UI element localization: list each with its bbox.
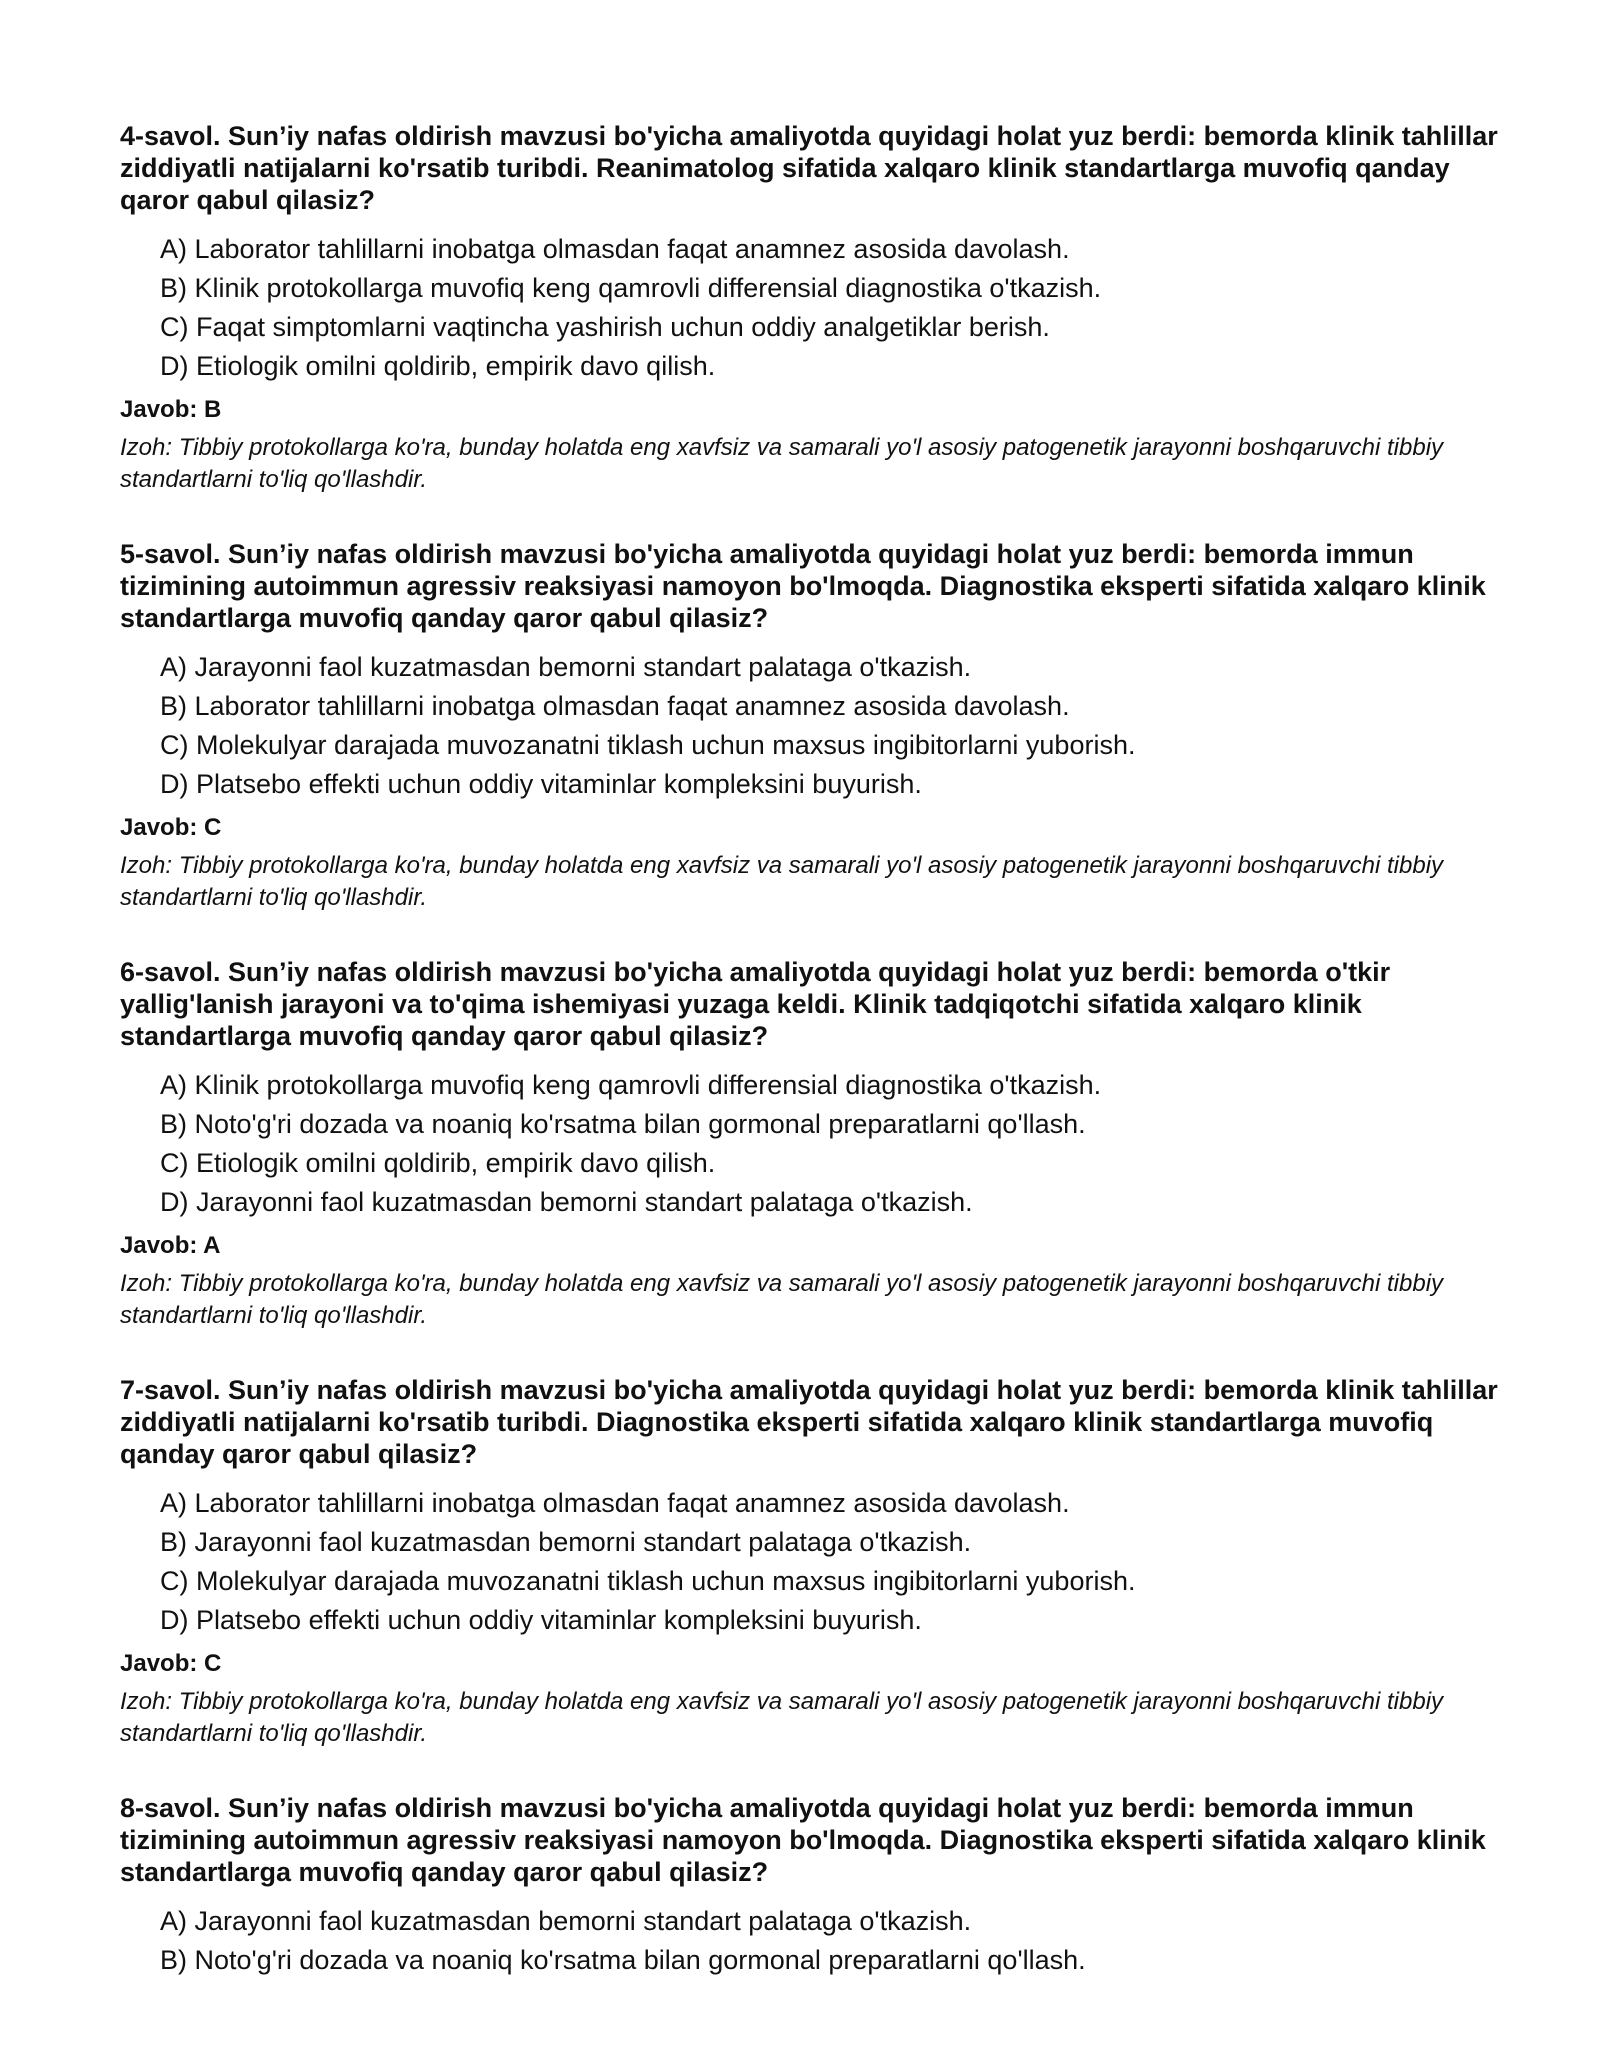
option-c: C) Faqat simptomlarni vaqtincha yashirish uchun oddiy analgetiklar berish. xyxy=(160,312,1050,342)
question-block xyxy=(120,538,1500,914)
question-block xyxy=(120,956,1500,1332)
explanation-note: Izoh: Tibbiy protokollarga ko'ra, bunday holatda eng xavfsiz va samarali yo'l asosiy patogenetik jarayonni boshqaruvchi tibbiy standartlarni to'liq qo'llashdir. xyxy=(120,1688,1444,1747)
option-b: B) Laborator tahlillarni inobatga olmasdan faqat anamnez asosida davolash. xyxy=(160,691,1070,721)
answer-label: Javob: A xyxy=(120,1232,221,1259)
question-block xyxy=(120,1374,1500,1750)
answer-label: Javob: B xyxy=(120,396,222,423)
question-text: 7-savol. Sun’iy nafas oldirish mavzusi bo'yicha amaliyotda quyidagi holat yuz berdi: bemorda klinik tahlillar ziddiyatli natijalarni ko'rsatib turibdi. Diagnostika eksperti sifatida xalqaro klinik standartlarga muvofiq qanday qaror qabul qilasiz? xyxy=(120,1375,1498,1469)
options-list xyxy=(120,1902,1500,1980)
option-b: B) Jarayonni faol kuzatmasdan bemorni standart palataga o'tkazish. xyxy=(160,1527,972,1557)
explanation-note: Izoh: Tibbiy protokollarga ko'ra, bunday holatda eng xavfsiz va samarali yo'l asosiy patogenetik jarayonni boshqaruvchi tibbiy standartlarni to'liq qo'llashdir. xyxy=(120,1270,1444,1329)
document-page xyxy=(120,120,1500,2022)
question-text: 6-savol. Sun’iy nafas oldirish mavzusi bo'yicha amaliyotda quyidagi holat yuz berdi: bemorda o'tkir yallig'lanish jarayoni va to'qima ishemiyasi yuzaga keldi. Klinik tadqiqotchi sifatida xalqaro klinik standartlarga muvofiq qanday qaror qabul qilasiz? xyxy=(120,957,1391,1051)
option-c: C) Molekulyar darajada muvozanatni tiklash uchun maxsus ingibitorlarni yuborish. xyxy=(160,730,1136,760)
option-b: B) Noto'g'ri dozada va noaniq ko'rsatma bilan gormonal preparatlarni qo'llash. xyxy=(160,1945,1086,1975)
question-text: 8-savol. Sun’iy nafas oldirish mavzusi bo'yicha amaliyotda quyidagi holat yuz berdi: bemorda immun tizimining autoimmun agressiv reaksiyasi namoyon bo'lmoqda. Diagnostika eksperti sifatida xalqaro klinik standartlarga muvofiq qanday qaror qabul qilasiz? xyxy=(120,1793,1486,1887)
option-b: B) Noto'g'ri dozada va noaniq ko'rsatma bilan gormonal preparatlarni qo'llash. xyxy=(160,1109,1086,1139)
answer-label: Javob: C xyxy=(120,814,222,841)
question-text: 4-savol. Sun’iy nafas oldirish mavzusi bo'yicha amaliyotda quyidagi holat yuz berdi: bemorda klinik tahlillar ziddiyatli natijalarni ko'rsatib turibdi. Reanimatolog sifatida xalqaro klinik standartlarga muvofiq qanday qaror qabul qilasiz? xyxy=(120,121,1498,215)
option-a: A) Klinik protokollarga muvofiq keng qamrovli differensial diagnostika o'tkazish. xyxy=(160,1070,1102,1100)
question-block xyxy=(120,1792,1500,1980)
option-c: C) Molekulyar darajada muvozanatni tiklash uchun maxsus ingibitorlarni yuborish. xyxy=(160,1566,1136,1596)
option-a: A) Laborator tahlillarni inobatga olmasdan faqat anamnez asosida davolash. xyxy=(160,1488,1070,1518)
option-d: D) Jarayonni faol kuzatmasdan bemorni standart palataga o'tkazish. xyxy=(160,1187,973,1217)
options-list xyxy=(120,1484,1500,1640)
option-d: D) Platsebo effekti uchun oddiy vitaminlar kompleksini buyurish. xyxy=(160,1605,922,1635)
option-a: A) Jarayonni faol kuzatmasdan bemorni standart palataga o'tkazish. xyxy=(160,1906,972,1936)
question-block xyxy=(120,120,1500,496)
option-a: A) Jarayonni faol kuzatmasdan bemorni standart palataga o'tkazish. xyxy=(160,652,972,682)
explanation-note: Izoh: Tibbiy protokollarga ko'ra, bunday holatda eng xavfsiz va samarali yo'l asosiy patogenetik jarayonni boshqaruvchi tibbiy standartlarni to'liq qo'llashdir. xyxy=(120,434,1444,493)
question-text: 5-savol. Sun’iy nafas oldirish mavzusi bo'yicha amaliyotda quyidagi holat yuz berdi: bemorda immun tizimining autoimmun agressiv reaksiyasi namoyon bo'lmoqda. Diagnostika eksperti sifatida xalqaro klinik standartlarga muvofiq qanday qaror qabul qilasiz? xyxy=(120,539,1486,633)
options-list xyxy=(120,1066,1500,1222)
options-list xyxy=(120,648,1500,804)
option-b: B) Klinik protokollarga muvofiq keng qamrovli differensial diagnostika o'tkazish. xyxy=(160,273,1102,303)
option-d: D) Etiologik omilni qoldirib, empirik davo qilish. xyxy=(160,351,716,381)
answer-label: Javob: C xyxy=(120,1650,222,1677)
option-d: D) Platsebo effekti uchun oddiy vitaminlar kompleksini buyurish. xyxy=(160,769,922,799)
explanation-note: Izoh: Tibbiy protokollarga ko'ra, bunday holatda eng xavfsiz va samarali yo'l asosiy patogenetik jarayonni boshqaruvchi tibbiy standartlarni to'liq qo'llashdir. xyxy=(120,852,1444,911)
option-a: A) Laborator tahlillarni inobatga olmasdan faqat anamnez asosida davolash. xyxy=(160,234,1070,264)
options-list xyxy=(120,230,1500,386)
option-c: C) Etiologik omilni qoldirib, empirik davo qilish. xyxy=(160,1148,716,1178)
